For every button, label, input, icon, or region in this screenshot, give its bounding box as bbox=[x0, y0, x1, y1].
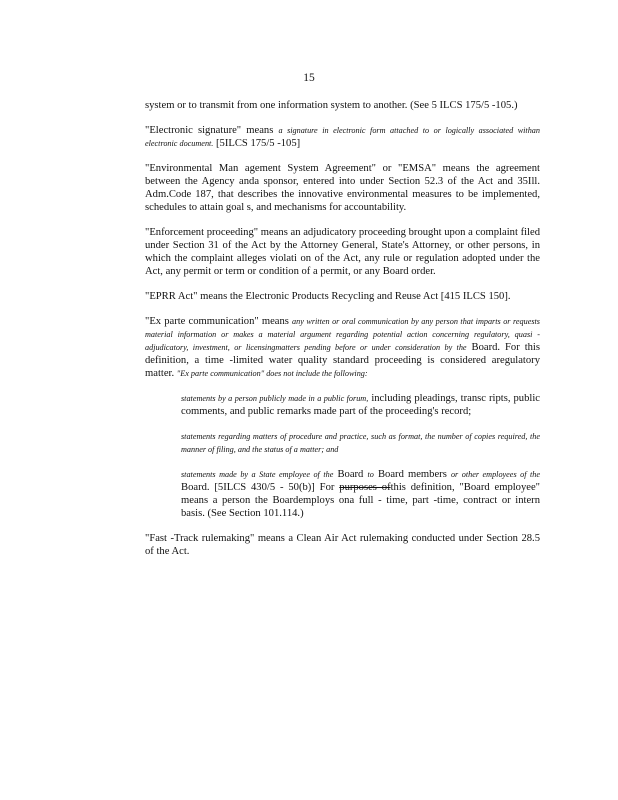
para-enforcement-proceeding: "Enforcement proceeding" means an adjudicatory proceeding brought upon a complaint filed under Section 31 of the Act by the Attorney General, State's Attorney, or other persons, in which the complaint alleges violati on of the Act, any rule or regulation adopted under the Act, any permit or term or condition of a permit, or any Board order. bbox=[145, 227, 540, 277]
exclusion-board-citation: Board. [5ILCS 430/5 - 50(b)] For bbox=[181, 482, 335, 493]
para-continuation: system or to transmit from one information system to another. (See 5 ILCS 175/5 -105.) bbox=[145, 100, 518, 111]
para-electronic-signature bbox=[145, 124, 540, 150]
exclusion-board-employee-definition: this definition, "Board employee" means a person the Boardemploys ona full - time, part -time, contract or intern basis. (See Section 101.114.) bbox=[181, 482, 541, 519]
definition-electronic-signature: a signature in electronic form attached to or logically associated withan electronic document. bbox=[145, 126, 540, 148]
exclusion-board-word-1: Board bbox=[337, 469, 364, 480]
exclusion-item-public-statements-rest: including pleadings, transc ripts, public comments, and public remarks made part of the proceeding's record; bbox=[181, 393, 540, 417]
ex-parte-board-sentence: Board. For this definition, a time -limited water quality standard proceeding is considered aregulatory matter. bbox=[145, 342, 541, 379]
para-fast-track-rulemaking: "Fast -Track rulemaking" means a Clean Air Act rulemaking conducted under Section 28.5 of the Act. bbox=[145, 533, 540, 557]
exclusion-item-public-statements-lead: statements by a person publicly made in a public forum, bbox=[181, 394, 369, 403]
body-text bbox=[145, 99, 540, 570]
definition-ex-parte: any written or oral communication by any person that imparts or requests material information or makes a material argument regarding potential action concerning regulatory, quasi -adjudicatory, investment, or licensingmatters pending before or under consideration by the bbox=[145, 317, 540, 352]
page-number: 15 bbox=[303, 72, 315, 84]
citation-electronic-signature: [5ILCS 175/5 -105] bbox=[216, 138, 301, 149]
para-ex-parte bbox=[145, 315, 540, 380]
exclusion-to-word: to bbox=[367, 470, 374, 479]
exclusion-item-procedure: statements regarding matters of procedure and practice, such as format, the number of copies required, the manner of filing, and the status of a matter; and bbox=[181, 432, 540, 454]
exclusion-item-board-employee bbox=[181, 468, 540, 520]
exclusion-item-public-statements bbox=[181, 392, 540, 418]
para-eprr-act: "EPRR Act" means the Electronic Products Recycling and Reuse Act [415 ILCS 150]. bbox=[145, 291, 511, 302]
exclusion-other-employees: or other employees of the bbox=[450, 470, 541, 479]
exclusion-board-employee-lead: statements made by a State employee of the bbox=[181, 470, 334, 479]
ex-parte-exclusions-intro: "Ex parte communication" does not include the following: bbox=[176, 369, 368, 378]
struck-purposes-of: purposes of bbox=[339, 482, 391, 493]
term-electronic-signature: "Electronic signature" means bbox=[145, 125, 274, 136]
para-emsa: "Environmental Man agement System Agreement" or "EMSA" means the agreement between the Agency anda sponsor, entered into under Section 52.3 of the Act and 35Ill. Adm.Code 187, that describes the innovative environmental measures to be implemented, schedules to attain goal s, and mechanisms for accountability. bbox=[145, 163, 540, 213]
exclusion-board-members: Board members bbox=[377, 469, 447, 480]
term-ex-parte: "Ex parte communication" means bbox=[145, 316, 289, 327]
